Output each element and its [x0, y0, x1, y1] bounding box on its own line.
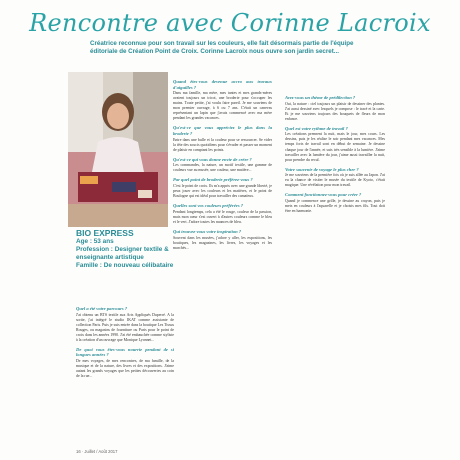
- interview-question: Quel a été votre parcours ?: [76, 306, 128, 311]
- interview-answer: Je me souviens de la première fois où je suis allée au Japon. J'ai eu la chance de visiter le musée du textile de Kyoto, c'était magique. Une révélation pour mon travail.: [285, 173, 385, 188]
- interview-answer: Les créations prennent la nuit, mais le jour, mes cours. Les dessins, puis je les réalise le soir pendant mes vacances. Mes temps forts de travail sont en début de semaine. Je dessine chaque jour de l'année, et suis très sensible à la lumière. J'aime travailler avec la lumière du jour, j'aime aussi travailler la nuit, pour prendre du recul.: [285, 132, 385, 162]
- interview-question: Quand êtes-vous devenue accro aux travaux d'aiguilles ?: [173, 79, 272, 90]
- interview-question: Avez-vous un thème de prédilection ?: [285, 95, 356, 100]
- interview-answer: J'ai obtenu un BTS textile aux Arts Appliqués Duperré. A la sortie, j'ai intégré le studio IKAT comme assistante de collection Paris. Puis je suis entrée dans la boutique Les Tissus Rouges, ou magasins de fourniture ou Paris pour le point de croix dans les années 1990. J'ai été embauchée comme styliste à la création d'un ouvrage que Monique Lyonnet...: [76, 312, 174, 342]
- interview-question: De quoi vous êtes-vous nourrie pendant de si longues années ?: [76, 346, 174, 358]
- interview-answer: Pendant longtemps, cela a été le rouge, couleur de la passion, mais mon cœur s'est ouvert à d'autres couleurs comme le bleu et le vert. J'adore toutes les nuances de bleu.: [173, 209, 272, 224]
- interview-answer: Dans ma famille, ma mère, mes tantes et mes grands-mères avaient toujours un tricot, une broderie pour s'occuper les mains. Toute petite, j'ai voulu faire pareil. Je me souviens de mon premier ouvrage, à 6 ou 7 ans. C'était un canevas représentant un lapin que j'avais commencé avec ma mère pendant les grandes vacances.: [173, 91, 272, 121]
- interview-answer: Entre dans une bulle et la couleur pour se ressourcer. Se vider la tête des soucis quotidiens pour s'évader et passer un moment de plaisir en comptant les points.: [173, 137, 272, 152]
- portrait-illustration: [68, 72, 168, 227]
- article-title: Rencontre avec Corinne Lacroix: [29, 9, 431, 37]
- column-3: [285, 91, 385, 214]
- article-intro: Créatrice reconnue pour son travail sur les couleurs, elle fait désormais partie de l'équipe éditoriale de Création Point de Croix. Corinne Lacroix nous ouvre son jardin secret...: [90, 40, 354, 55]
- interview-question: Comment fonctionnez-vous pour créer ?: [285, 192, 362, 198]
- interview-question: Quel est votre rythme de travail ?: [285, 125, 348, 131]
- bio-profession: Profession : Designer textile & enseignante artistique: [76, 246, 169, 261]
- interview-answer: Quand je commence une grille, je dessine au crayon, puis je mets en couleurs à l'aquarelle et je choisis mes fils. Tout doit être en harmonie.: [285, 198, 385, 214]
- column-1: [76, 302, 174, 379]
- bio-title: BIO EXPRESS: [76, 228, 134, 238]
- interview-answer: Souvent dans les musées, j'adore y aller, les expositions, les boutiques, les magazines, les livres, les voyages et les marchés...: [173, 235, 272, 250]
- interview-question: Par quel point de broderie préférez-vous ?: [173, 177, 253, 183]
- page-footer: 16 · Juillet / Août 2017: [76, 449, 118, 454]
- portrait-photo: [68, 72, 168, 227]
- interview-answer: De mes voyages, de mes rencontres, de ma famille, de la musique et de la nature, des livres et des expositions. J'aime autant les grands voyages que les petites découvertes au coin de la rue...: [76, 359, 174, 379]
- bio-age: Age : 53 ans: [76, 238, 114, 245]
- interview-question: Qui trouvez-vous votre inspiration ?: [173, 228, 242, 234]
- bio-express-box: [76, 228, 181, 270]
- interview-question: Votre souvenir de voyage le plus cher ?: [285, 166, 359, 172]
- interview-answer: C'est le point de croix. Ils m'a appris avec une grande liberté, je peux jouer avec les couleurs et les matières, et le point de Boulogne qui est idéal pour travailler des camaïeux.: [173, 184, 272, 199]
- interview-answer: Oui, la nature : ciel toujours un plaisir de dessiner des plantes. J'ai aussi dessiné avec lesquels je compose : le tracé et la carte. Et je me souviens toujours des bouquets de fleurs de mon enfance.: [285, 101, 385, 121]
- bio-family: Famille : De nouveau célibataire: [76, 262, 174, 269]
- interview-question: Qu'est-ce qui vous donne envie de créer ?: [173, 156, 252, 162]
- interview-question: Qu'est-ce que vous appréciez le plus dans la broderie ?: [173, 125, 272, 137]
- interview-question: Quelles sont vos couleurs préférées ?: [173, 203, 244, 209]
- column-2: [173, 75, 272, 251]
- interview-answer: Les commandes, la nature, un motif textile, une gamme de couleurs vue au musée, une couleur, une matière...: [173, 163, 272, 173]
